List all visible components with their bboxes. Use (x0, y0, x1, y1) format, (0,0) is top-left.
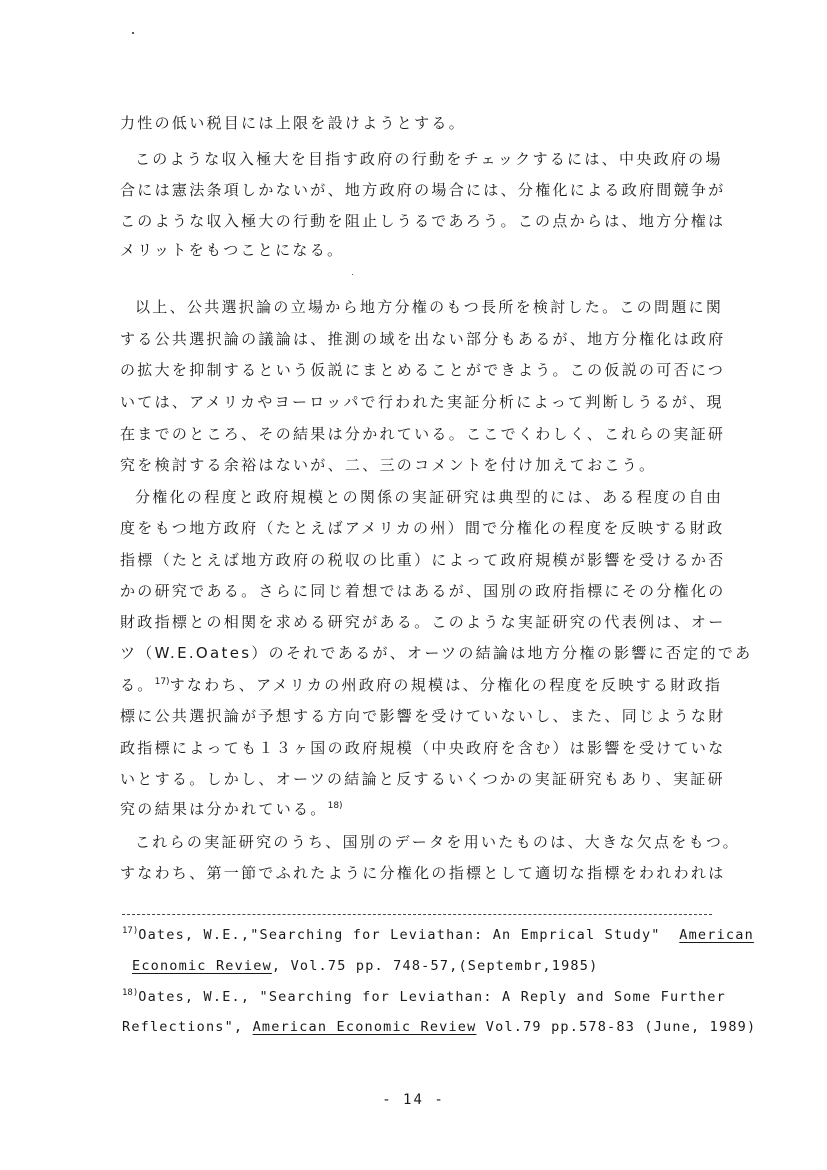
body-line: 究を検討する余裕はないが、二、三のコメントを付け加えておこう。 (120, 456, 657, 474)
body-line: 分権化の程度と政府規模との関係の実証研究は典型的には、ある程度の自由 (135, 488, 724, 506)
footnote-18 (122, 988, 726, 1006)
body-line: する公共選択論の議論は、推測の域を出ない部分もあるが、地方分権化は政府 (120, 330, 726, 348)
footnote-text: Reflections", (122, 1019, 244, 1035)
body-line (120, 675, 722, 695)
journal-title: Economic Review (132, 958, 272, 974)
footnote-text: Oates, W.E., "Searching for Leviathan: A Reply and Some Further (138, 989, 726, 1005)
body-line: このような収入極大を目指す政府の行動をチェックするには、中央政府の場 (135, 150, 723, 168)
body-line: いては、アメリカやヨーロッパで行われた実証分析によって判断しうるが、現 (120, 393, 724, 411)
body-line: の拡大を抑制するという仮説にまとめることができよう。この仮説の可否につ (120, 361, 726, 379)
body-text: すなわち、アメリカの州政府の規模は、分権化の程度を反映する財政指 (169, 676, 723, 694)
scan-speck (132, 32, 134, 34)
body-line: いとする。しかし、オーツの結論と反するいくつかの実証研究もあり、実証研 (120, 770, 725, 788)
body-line: すなわち、第一節でふれたように分権化の指標として適切な指標をわれわれは (120, 864, 726, 882)
footnote-mark: 17) (122, 926, 139, 936)
footnote-18-cont (122, 1018, 756, 1036)
footnote-ref-17: 17) (154, 677, 170, 687)
footnote-mark: 18) (122, 988, 139, 998)
footnote-text: Oates, W.E.,"Searching for Leviathan: An Emprical Study" (138, 927, 661, 943)
footnote-separator (122, 914, 712, 915)
body-line: メリットをもつことになる。 (120, 241, 345, 259)
body-line: これらの実証研究のうち、国別のデータを用いたものは、大きな欠点をもつ。 (135, 833, 740, 851)
body-line: このような収入極大の行動を阻止しうるであろう。この点からは、地方分権は (120, 212, 726, 230)
body-line: 以上、公共選択論の立場から地方分権のもつ長所を検討した。この問題に関 (135, 298, 724, 316)
body-line: 指標（たとえば地方政府の税収の比重）によって政府規模が影響を受けるか否 (120, 551, 726, 569)
footnote-text: Vol.79 pp.578-83 (June, 1989) (476, 1019, 757, 1035)
body-text: 究の結果は分かれている。 (120, 800, 328, 818)
body-line: 合には憲法条項しかないが、地方政府の場合には、分権化による政府間競争が (120, 181, 726, 199)
page-number: - 14 - (382, 1092, 445, 1108)
body-line: 在までのところ、その結果は分かれている。ここでくわしく、これらの実証研 (120, 425, 726, 443)
body-text: る。 (120, 676, 155, 694)
body-line: 力性の低い税目には上限を設けようとする。 (120, 114, 467, 132)
body-line: 度をもつ地方政府（たとえばアメリカの州）間で分権化の程度を反映する財政 (120, 519, 725, 537)
journal-title: American Economic Review (252, 1019, 477, 1035)
scan-speck (352, 274, 353, 275)
footnote-17 (122, 926, 754, 944)
body-line: 標に公共選択論が予想する方向で影響を受けていないし、また、同じような財 (120, 707, 726, 725)
footnote-17-cont (132, 957, 598, 975)
body-line: ツ（W.E.Oates）のそれであるが、オーツの結論は地方分権の影響に否定的であ (120, 644, 753, 662)
journal-title: American (679, 927, 754, 943)
body-line (120, 799, 343, 819)
body-line: 政指標によっても１３ヶ国の政府規模（中央政府を含む）は影響を受けていな (120, 739, 726, 757)
footnote-ref-18: 18) (327, 801, 343, 811)
body-line: かの研究である。さらに同じ着想ではあるが、国別の政府指標にその分権化の (120, 582, 726, 600)
body-line: 財政指標との相関を求める研究がある。このような実証研究の代表例は、オー (120, 613, 726, 631)
footnote-text: , Vol.75 pp. 748-57,(Septembr,1985) (271, 958, 599, 974)
